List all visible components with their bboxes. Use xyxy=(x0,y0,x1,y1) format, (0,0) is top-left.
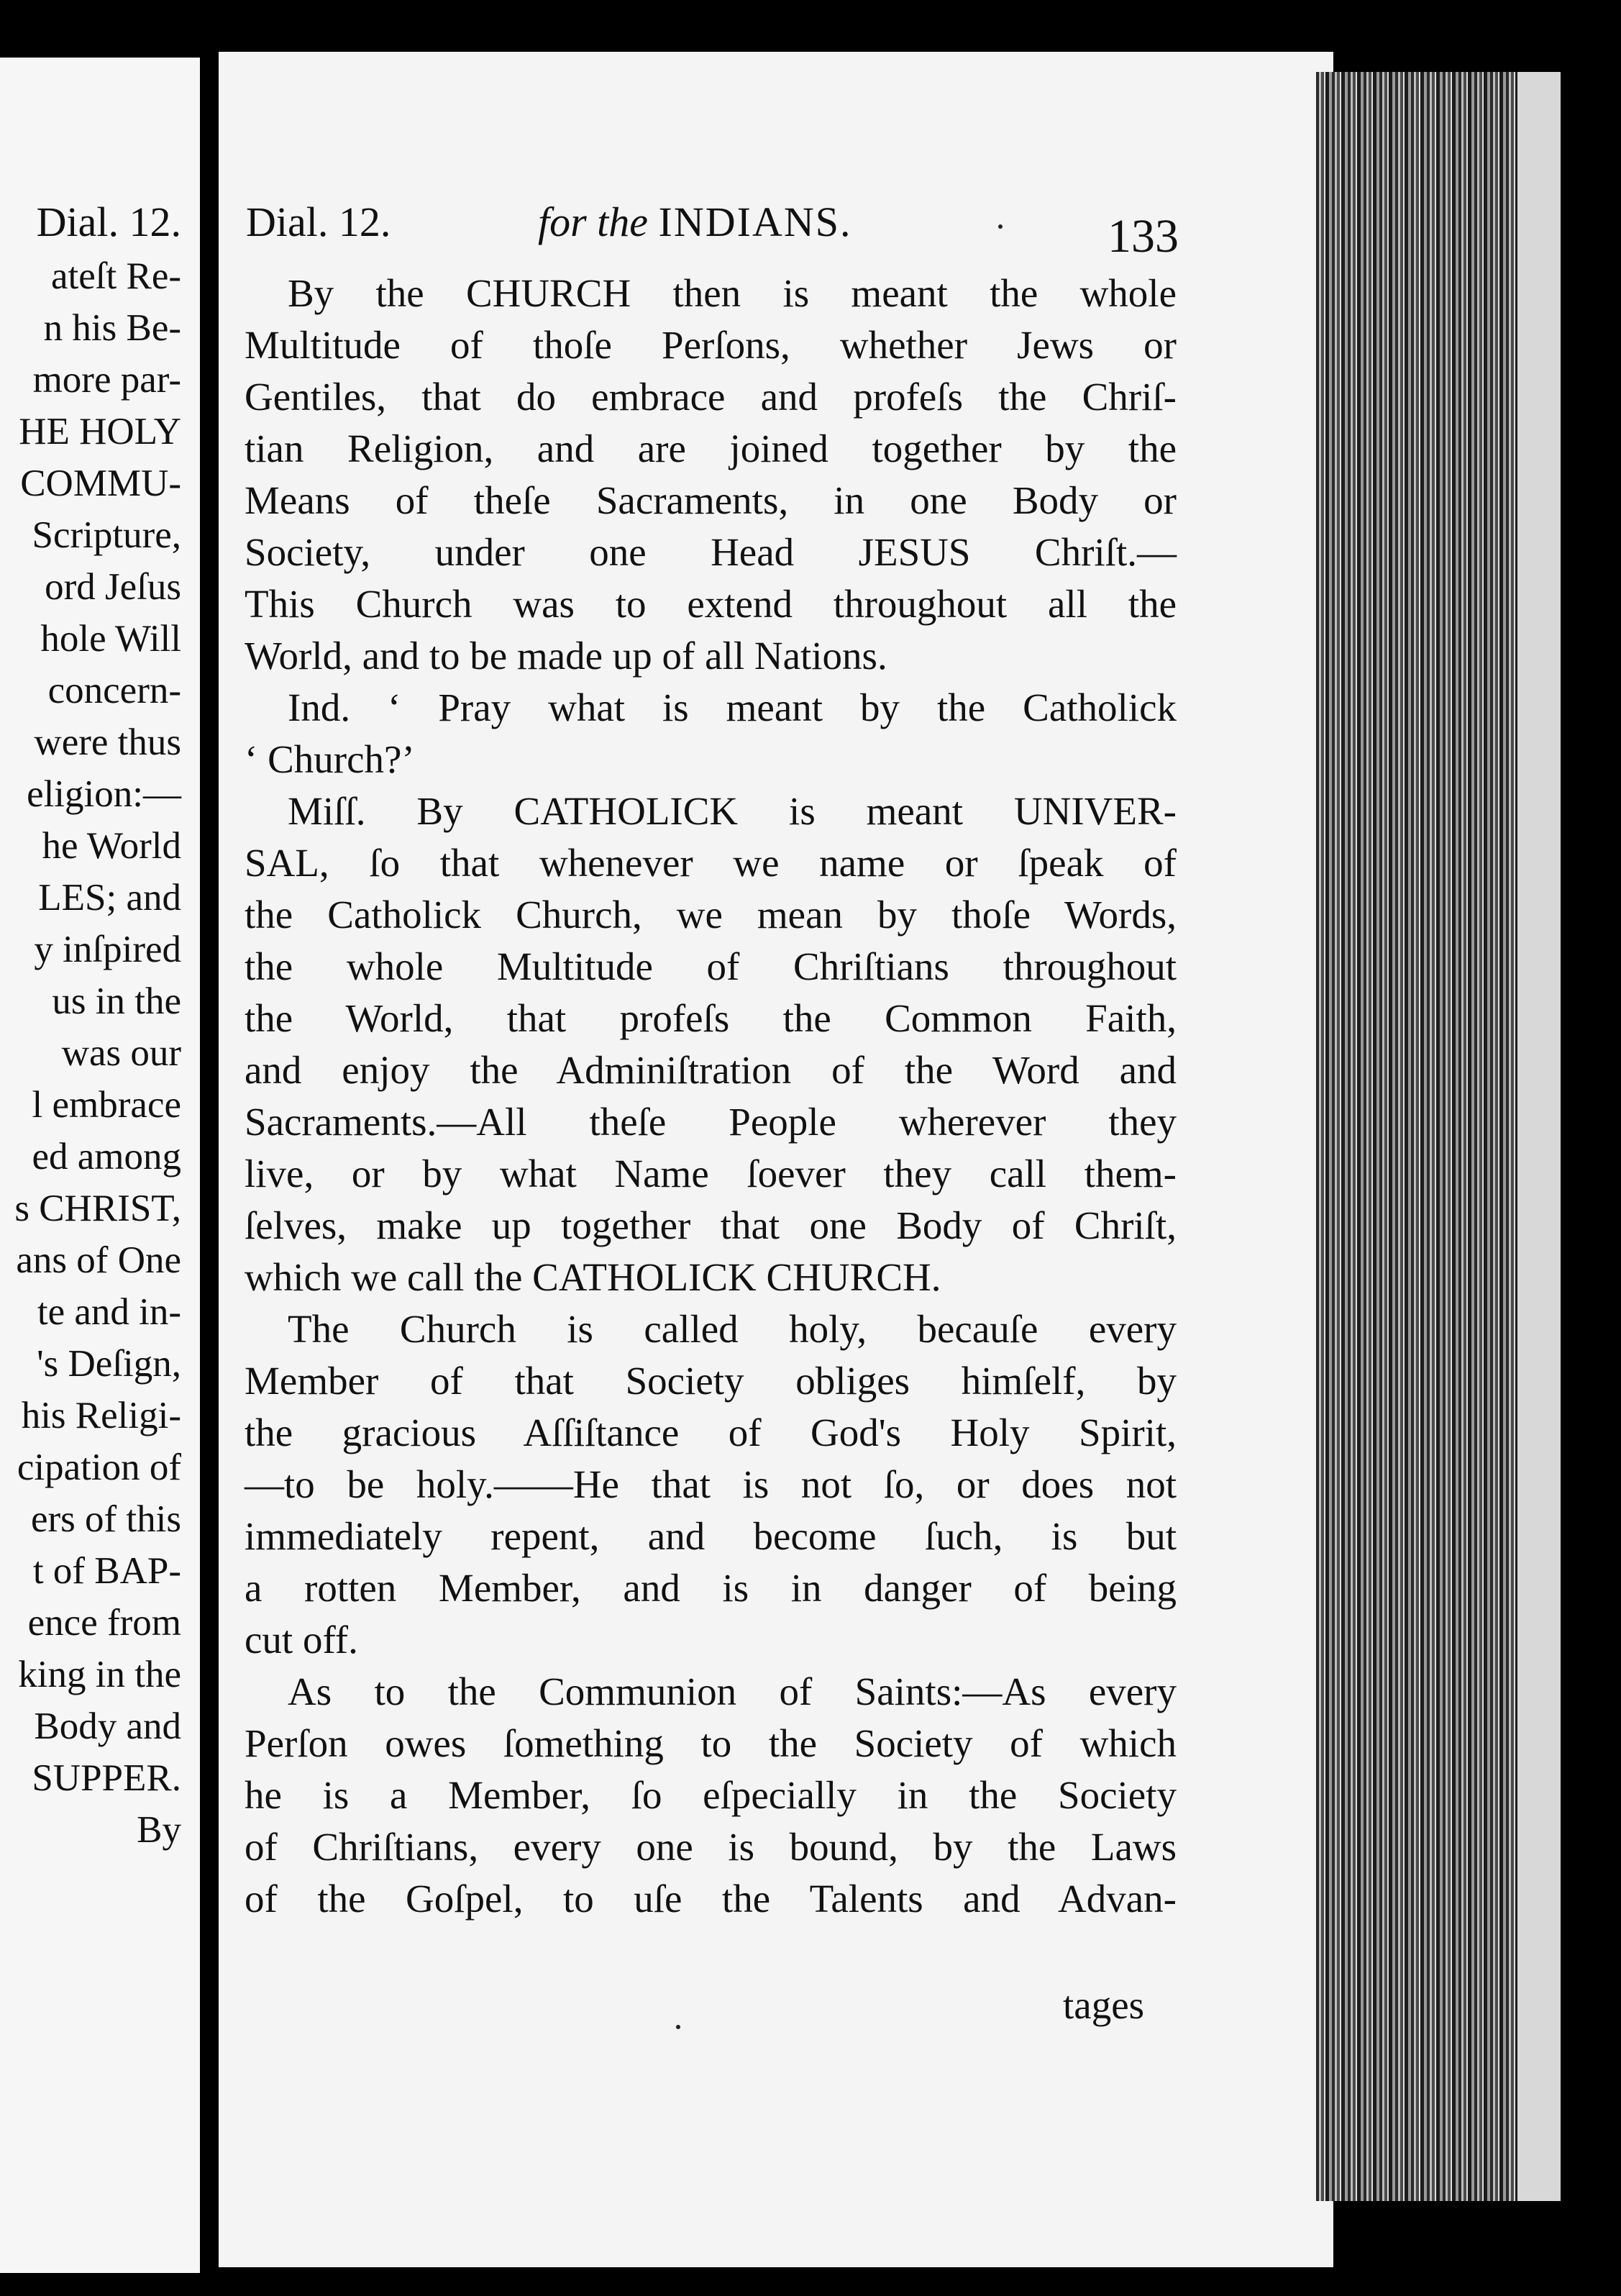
left-text-line: 's Deſign, xyxy=(37,1343,181,1385)
ink-speck xyxy=(676,2025,680,2029)
text-line: cut off. xyxy=(245,1618,358,1662)
left-text-line: concern- xyxy=(47,670,181,711)
left-text-line: ence from xyxy=(27,1602,181,1644)
left-text-line: ers of this xyxy=(30,1498,181,1540)
left-text-line: hole Will xyxy=(40,618,181,660)
left-page xyxy=(0,58,200,2273)
text-line: tian Religion, and are joined together by the xyxy=(245,427,1177,470)
text-line: Multitude of thoſe Perſons, whether Jews or xyxy=(245,323,1177,367)
text-line: Ind. ‘ Pray what is meant by the Catholick xyxy=(288,685,1177,729)
left-text-line: ans of One xyxy=(16,1239,181,1281)
text-line: Society, under one Head JESUS Chriſt.— xyxy=(245,530,1177,574)
text-line: —to be holy.——He that is not ſo, or does not xyxy=(245,1462,1177,1506)
left-text-line: Body and xyxy=(34,1705,181,1747)
text-line: ‘ Church?’ xyxy=(245,737,415,781)
text-line: a rotten Member, and is in danger of being xyxy=(245,1566,1177,1610)
text-line: Member of that Society obliges himſelf, by xyxy=(245,1359,1177,1403)
catchword: tages xyxy=(1063,1983,1145,2027)
text-line: of the Goſpel, to uſe the Talents and Advan- xyxy=(245,1877,1177,1921)
text-line: the gracious Aſſiſtance of God's Holy Spirit, xyxy=(245,1411,1177,1454)
text-line: SAL, ſo that whenever we name or ſpeak of xyxy=(245,841,1177,885)
left-text-line: king in the xyxy=(18,1654,181,1695)
left-text-line: us in the xyxy=(52,980,181,1022)
text-line: ſelves, make up together that one Body of Chriſt, xyxy=(245,1203,1177,1247)
text-line: the World, that profeſs the Common Faith, xyxy=(245,996,1177,1040)
text-line: the whole Multitude of Chriſtians throughout xyxy=(245,944,1177,988)
text-line: of Chriſtians, every one is bound, by the Laws xyxy=(245,1825,1177,1869)
text-line: Sacraments.—All theſe People wherever they xyxy=(245,1100,1177,1144)
left-text-line: LES; and xyxy=(38,877,181,919)
left-text-line: was our xyxy=(61,1032,181,1074)
left-text-line: ord Jeſus xyxy=(45,566,181,608)
left-text-line: ed among xyxy=(32,1136,181,1177)
left-text-line: Scripture, xyxy=(32,514,181,556)
text-line: By the CHURCH then is meant the whole xyxy=(288,271,1177,315)
left-text-line: COMMU- xyxy=(20,463,181,504)
left-text-line: n his Be- xyxy=(43,307,181,349)
left-text-line: HE HOLY xyxy=(19,411,181,452)
left-text-line: cipation of xyxy=(17,1447,181,1488)
left-text-line: he World xyxy=(42,825,181,867)
text-line: Means of theſe Sacraments, in one Body or xyxy=(245,478,1177,522)
text-line: and enjoy the Adminiſtration of the Word and xyxy=(245,1048,1177,1092)
text-line: The Church is called holy, becauſe every xyxy=(288,1307,1177,1351)
running-title xyxy=(538,201,851,243)
text-line: which we call the CATHOLICK CHURCH. xyxy=(245,1255,941,1299)
text-line: Gentiles, that do embrace and profeſs the Chriſ- xyxy=(245,375,1177,419)
left-text-line: l embrace xyxy=(32,1084,181,1126)
left-text-line: eligion:— xyxy=(27,773,181,815)
running-title-italic: for the xyxy=(538,199,649,245)
text-line: This Church was to extend throughout all the xyxy=(245,582,1177,626)
left-text-line: his Religi- xyxy=(21,1395,181,1436)
text-line: he is a Member, ſo eſpecially in the Society xyxy=(245,1773,1177,1817)
text-line: live, or by what Name ſoever they call them- xyxy=(245,1152,1177,1195)
left-text-line: were thus xyxy=(34,721,181,763)
left-text-line: t of BAP- xyxy=(32,1550,181,1592)
left-text-line: s CHRIST, xyxy=(14,1188,181,1229)
left-text-line: ateſt Re- xyxy=(51,255,181,297)
page-number: 133 xyxy=(1108,210,1179,263)
text-line: World, and to be made up of all Nations. xyxy=(245,634,887,678)
left-page-header: Dial. 12. xyxy=(36,199,181,245)
text-line: the Catholick Church, we mean by thoſe Words, xyxy=(245,893,1177,937)
text-line: As to the Communion of Saints:—As every xyxy=(288,1669,1177,1713)
left-text-line: y inſpired xyxy=(34,929,181,970)
text-line: Perſon owes ſomething to the Society of which xyxy=(245,1721,1177,1765)
left-text-line: By xyxy=(137,1809,181,1851)
page-header-dial: Dial. 12. xyxy=(246,199,391,245)
left-text-line: SUPPER. xyxy=(32,1757,181,1799)
left-text-line: more par- xyxy=(32,359,181,401)
text-line: Miſſ. By CATHOLICK is meant UNIVER- xyxy=(288,789,1177,833)
left-text-line: te and in- xyxy=(37,1291,181,1333)
text-line: immediately repent, and become ſuch, is but xyxy=(245,1514,1177,1558)
page-edges xyxy=(1316,72,1561,2201)
ink-speck xyxy=(998,224,1003,229)
running-title-caps: INDIANS. xyxy=(658,199,852,245)
